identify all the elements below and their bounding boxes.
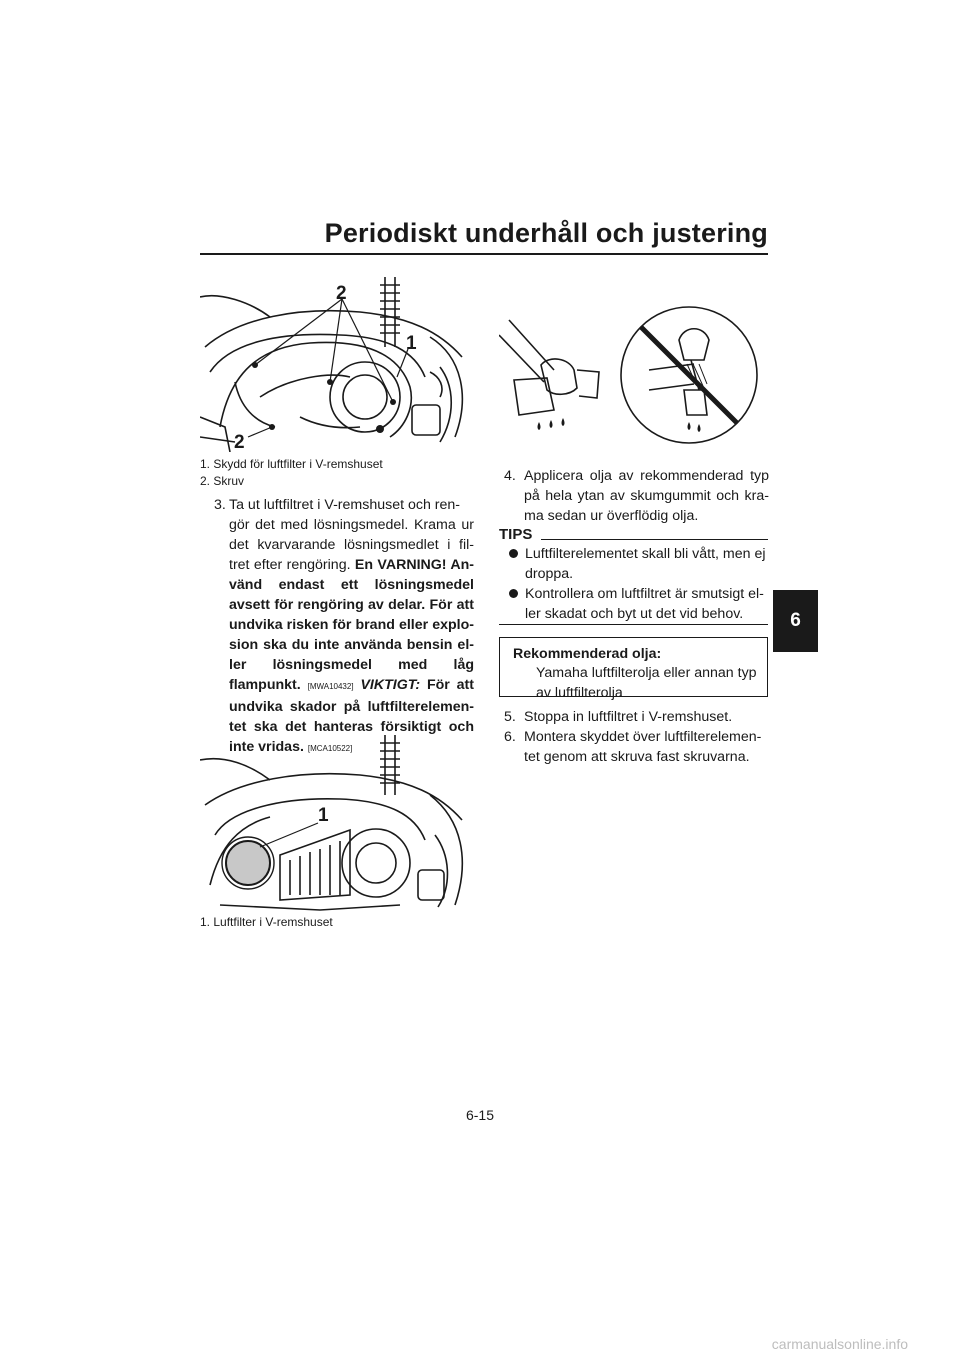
notice-text: För att	[426, 677, 475, 693]
warning-text: flampunkt.	[229, 677, 301, 693]
recommended-oil-label: Rekommenderad olja:	[513, 646, 662, 662]
step-5	[504, 707, 769, 727]
tips-text: Kontrollera om luftfiltret är smutsigt el-	[525, 586, 764, 602]
notice-text: inte vridas.	[229, 739, 304, 755]
oil-text: Yamaha luftfilterolja eller annan typ	[536, 665, 757, 681]
warning-text: avsett för rengöring av delar. För att	[229, 597, 474, 613]
bullet-dot	[509, 549, 518, 558]
figure2-callout: 1	[318, 805, 329, 826]
step-text: det kvarvarande lösningsmedlet i fil-	[229, 537, 474, 553]
step-text: Stoppa in luftfiltret i V-remshuset.	[524, 709, 733, 725]
notice-label: VIKTIGT:	[360, 677, 421, 693]
figure-squeeze-do-not-twist	[499, 300, 769, 450]
notice-text: undvika skador på luftfilterelemen-	[229, 699, 474, 715]
tips-end-rule	[499, 624, 768, 625]
figure1-callout-right: 1	[406, 333, 417, 354]
warning-lead: En VARNING! An-	[354, 557, 475, 573]
figure-air-filter	[200, 735, 472, 912]
figure2-caption	[200, 914, 333, 931]
caption-item: 2. Skruv	[200, 474, 245, 488]
step-text: ma sedan ur överflödig olja.	[524, 508, 699, 524]
chapter-tab: 6	[773, 590, 818, 652]
tips-text: ler skadat och byt ut det vid behov.	[525, 606, 744, 622]
notice-code: [MCA10522]	[307, 744, 353, 753]
figure1-caption	[200, 456, 383, 490]
figure1-callout-top: 2	[336, 283, 347, 304]
page-number: 6-15	[465, 1107, 495, 1123]
step-text: tet genom att skruva fast skruvarna.	[524, 749, 750, 765]
notice-text: tet ska det hanteras försiktigt och	[229, 719, 474, 735]
caption-item: 1. Luftfilter i V-remshuset	[200, 915, 333, 929]
title-rule	[200, 253, 768, 255]
tips-text: droppa.	[525, 566, 574, 582]
caption-item: 1. Skydd för luftfilter i V-remshuset	[200, 457, 383, 471]
step-6	[504, 727, 769, 767]
tips-rule	[541, 539, 768, 540]
recommended-oil-value	[536, 663, 757, 703]
step-text: Montera skyddet över luftfilterelemen-	[524, 729, 762, 745]
step-number: 3.	[214, 497, 226, 513]
footer-watermark: carmanualsonline.info	[771, 1336, 908, 1352]
step-number: 4.	[504, 468, 516, 484]
tips-item	[525, 584, 770, 624]
oil-text: av luftfilterolja	[536, 685, 623, 701]
step-text: tret efter rengöring.	[229, 557, 351, 573]
tips-heading: TIPS	[499, 526, 533, 543]
page-title: Periodiskt underhåll och justering	[324, 218, 768, 248]
warning-code: [MWA10432]	[307, 682, 354, 691]
step-text: gör det med lösningsmedel. Krama ur	[229, 517, 474, 533]
step-text: på hela ytan av skumgummit och kra-	[524, 488, 769, 504]
warning-text: sion ska du inte använda bensin el-	[229, 637, 474, 653]
tips-item	[525, 544, 770, 584]
step-number: 5.	[504, 709, 516, 725]
step-3	[214, 495, 475, 759]
figure1-callout-bottom: 2	[234, 432, 245, 452]
recommended-oil-box	[499, 637, 768, 701]
tips-text: Luftfilterelementet skall bli vått, men ej	[525, 546, 766, 562]
warning-text: undvika risken för brand eller explo-	[229, 617, 474, 633]
step-text: Ta ut luftfiltret i V-remshuset och ren-	[229, 497, 461, 513]
warning-text: ler lösningsmedel med låg	[229, 657, 474, 673]
bullet-dot	[509, 589, 518, 598]
step-number: 6.	[504, 729, 516, 745]
step-4	[504, 466, 769, 526]
step-text: Applicera olja av rekommenderad typ	[524, 468, 769, 484]
warning-text: vänd endast ett lösningsmedel	[229, 577, 474, 593]
figure-air-filter-cover	[200, 277, 472, 452]
